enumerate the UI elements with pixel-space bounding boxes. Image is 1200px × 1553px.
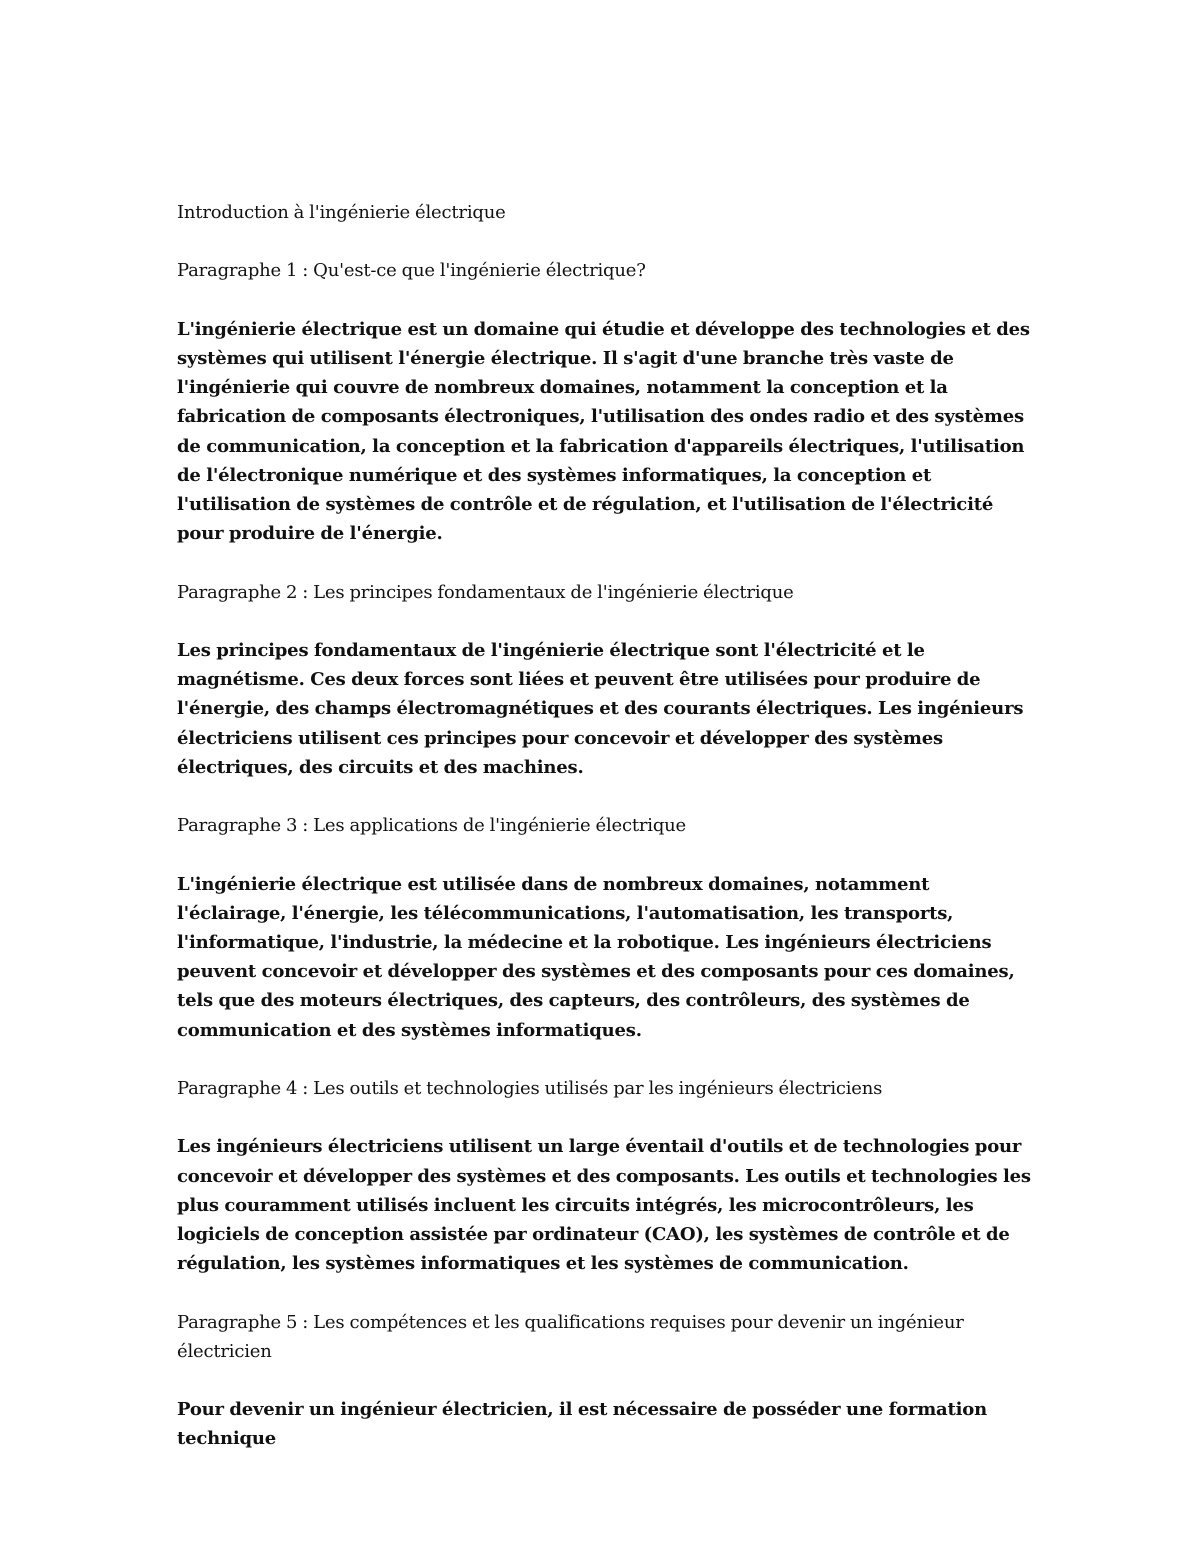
section-body-2: Les principes fondamentaux de l'ingénierie électrique sont l'électricité et le magnétisme. Ces deux forces sont liées et peuvent être utilisées pour produire de l'énergie, des champs électromagnétiques et des courants électriques. Les ingénieurs électriciens utilisent ces principes pour concevoir et développer des systèmes électriques, des circuits et des machines.: [177, 639, 1024, 778]
section-body-3: L'ingénierie électrique est utilisée dans de nombreux domaines, notamment l'éclairage, l'énergie, les télécommunications, l'automatisation, les transports, l'informatique, l'industrie, la médecine et la robotique. Les ingénieurs électriciens peuvent concevoir et développer des systèmes et des composants pour ces domaines, tels que des moteurs électriques, des capteurs, des contrôleurs, des systèmes de communication et des systèmes informatiques.: [177, 873, 1015, 1041]
section-heading-4: Paragraphe 4 : Les outils et technologies utilisés par les ingénieurs électriciens: [177, 1077, 883, 1099]
document-title: Introduction à l'ingénierie électrique: [177, 202, 506, 223]
section-heading-1: Paragraphe 1 : Qu'est-ce que l'ingénierie électrique?: [177, 260, 646, 282]
section-heading-5: Paragraphe 5 : Les compétences et les qualifications requises pour devenir un ingénieur électricien: [177, 1311, 964, 1362]
section-body-1: L'ingénierie électrique est un domaine qui étudie et développe des technologies et des systèmes qui utilisent l'énergie électrique. Il s'agit d'une branche très vaste de l'ingénierie qui couvre de nombreux domaines, notamment la conception et la fabrication de composants électroniques, l'utilisation des ondes radio et des systèmes de communication, la conception et la fabrication d'appareils électriques, l'utilisation de l'électronique numérique et des systèmes informatiques, la conception et l'utilisation de systèmes de contrôle et de régulation, et l'utilisation de l'électricité pour produire de l'énergie.: [177, 318, 1030, 545]
section-heading-2: Paragraphe 2 : Les principes fondamentaux de l'ingénierie électrique: [177, 581, 794, 603]
section-heading-3: Paragraphe 3 : Les applications de l'ingénierie électrique: [177, 815, 686, 837]
section-body-5: Pour devenir un ingénieur électricien, il est nécessaire de posséder une formation technique: [177, 1399, 987, 1450]
document-body: [177, 198, 1037, 1483]
section-body-4: Les ingénieurs électriciens utilisent un large éventail d'outils et de technologies pour concevoir et développer des systèmes et des composants. Les outils et technologies les plus couramment utilisés incluent les circuits intégrés, les microcontrôleurs, les logiciels de conception assistée par ordinateur (CAO), les systèmes de contrôle et de régulation, les systèmes informatiques et les systèmes de communication.: [177, 1136, 1031, 1275]
